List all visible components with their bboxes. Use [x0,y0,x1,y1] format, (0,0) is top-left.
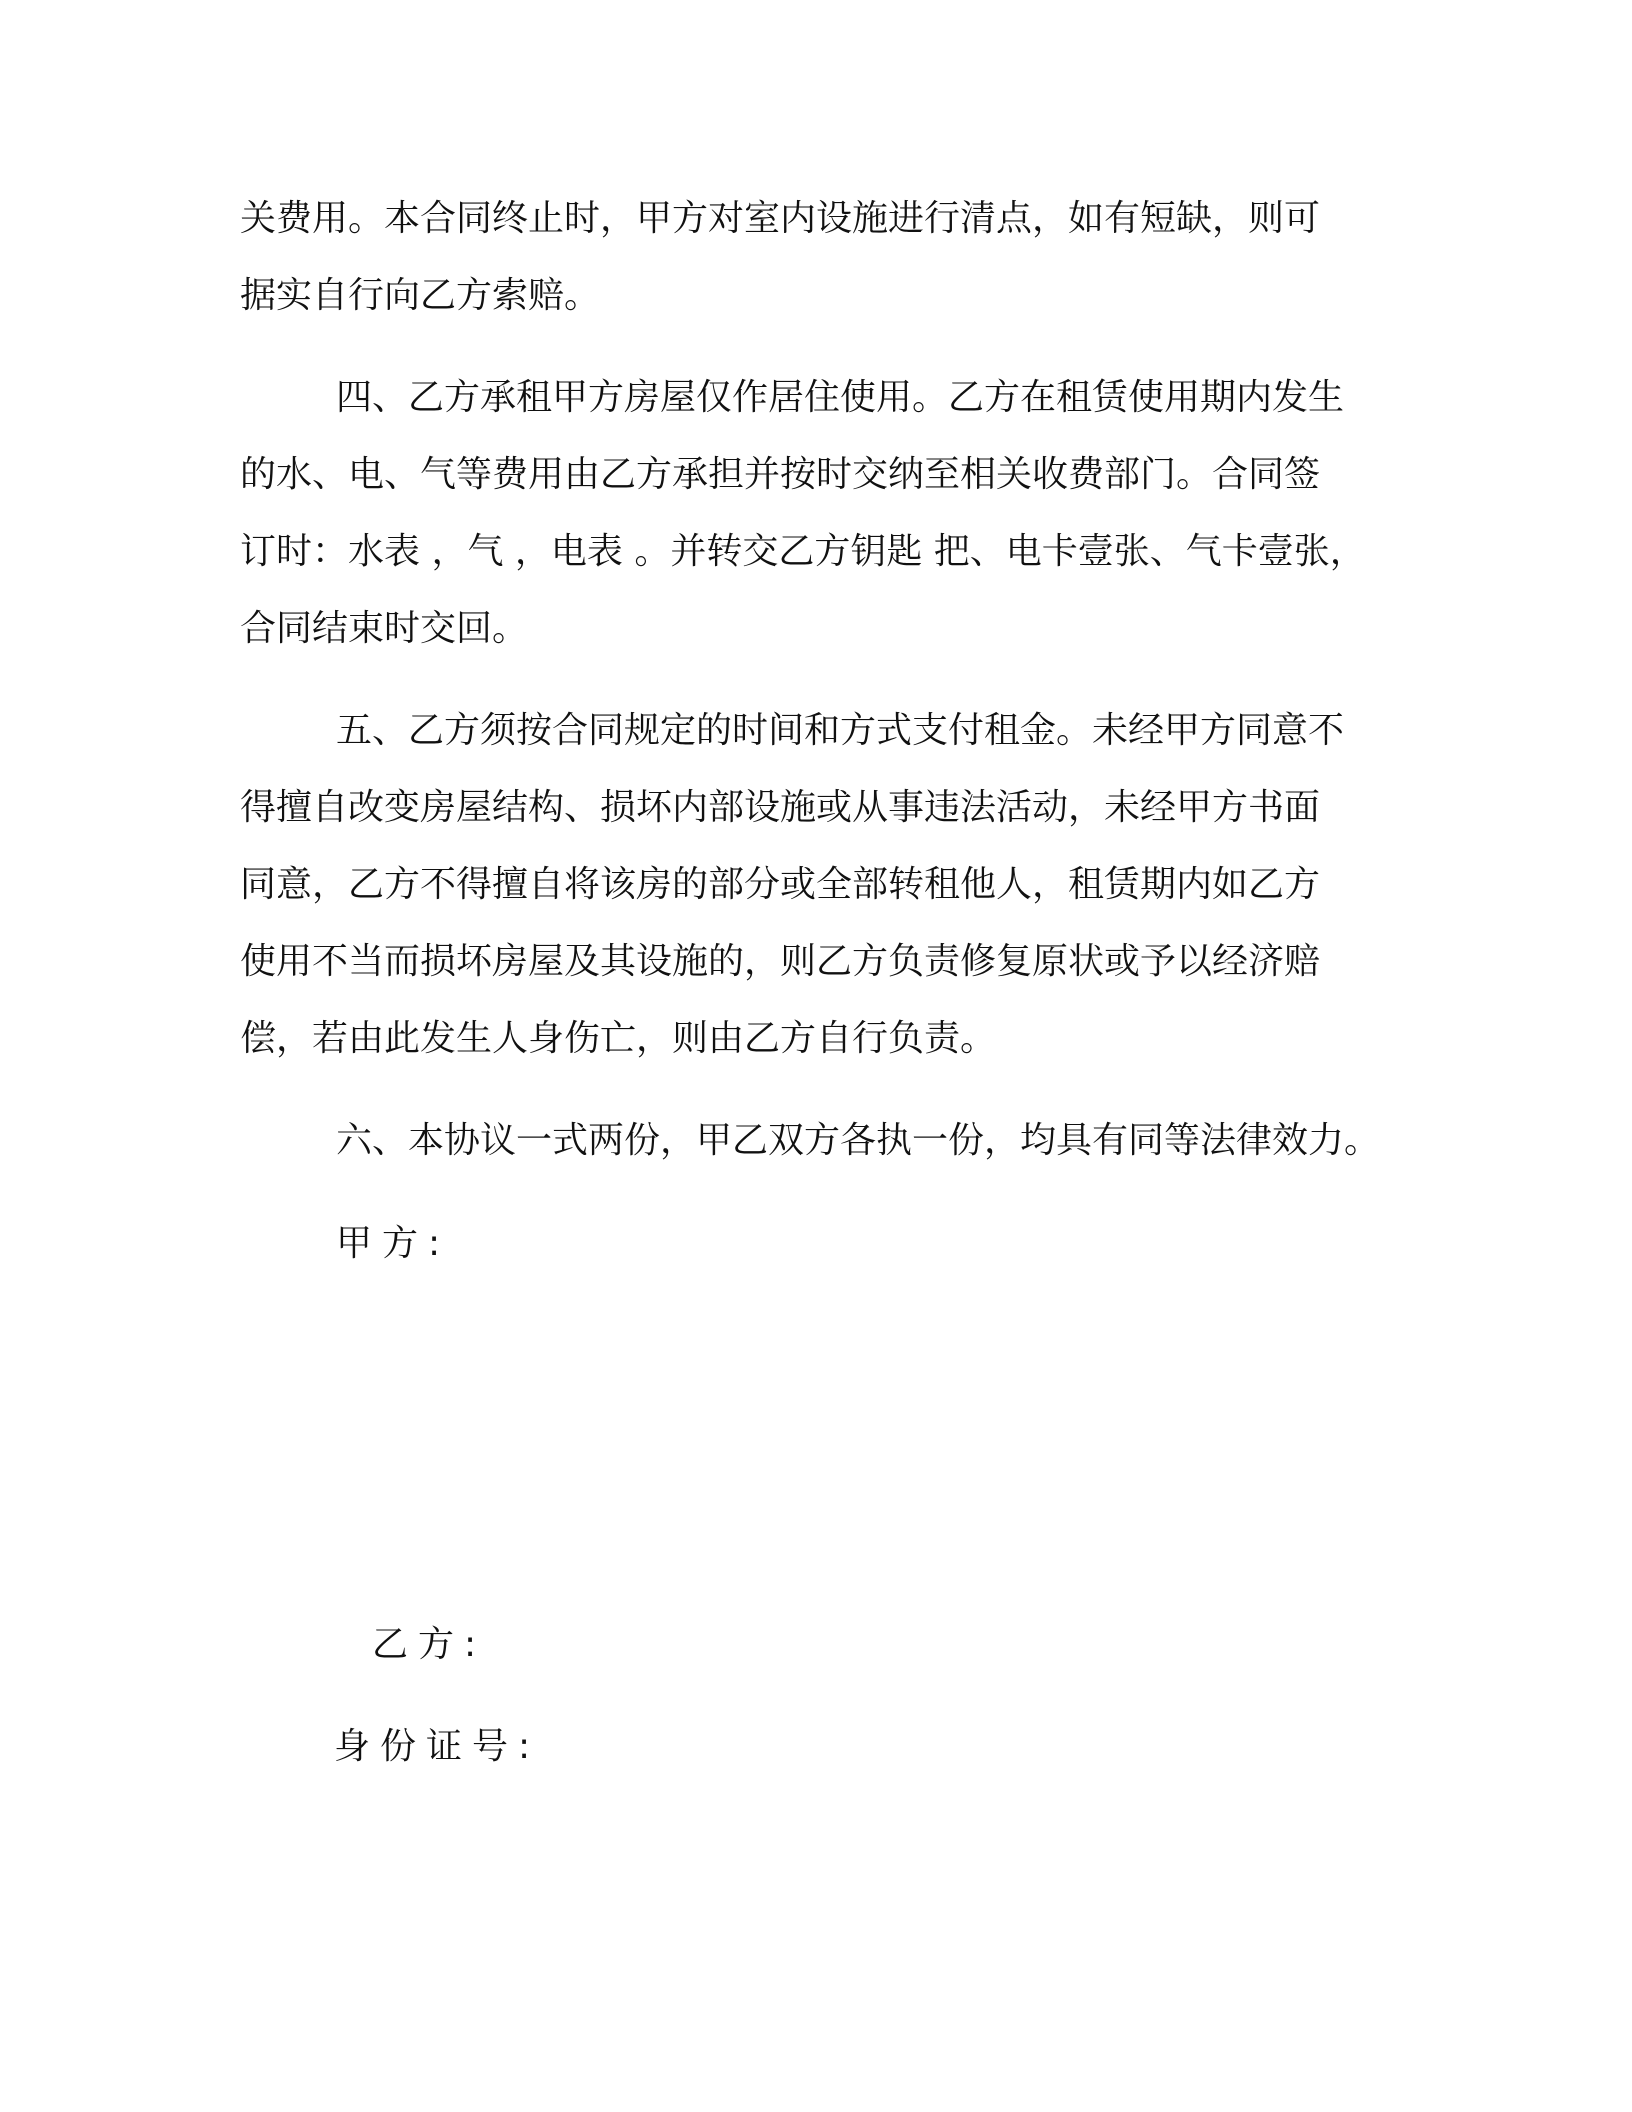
clause-6-line-1: 六、本协议一式两份，甲乙双方各执一份，均具有同等法律效力。 [336,1120,1381,1161]
party-a-label: 甲方: [336,1223,451,1264]
clause-3-line-1: 关费用。本合同终止时，甲方对室内设施进行清点，如有短缺，则可 [240,198,1321,239]
clause-4-line-3: 订时：水表 ，气 ，电表 。并转交乙方钥匙 把、电卡壹张、气卡壹张， [240,531,1366,572]
clause-4-line-1: 四、乙方承租甲方房屋仅作居住使用。乙方在租赁使用期内发生 [336,377,1345,418]
id-number-label: 身份证号: [334,1726,541,1767]
clause-5-line-2: 得擅自改变房屋结构、损坏内部设施或从事违法活动，未经甲方书面 [240,787,1321,828]
clause-5-line-4: 使用不当而损坏房屋及其设施的，则乙方负责修复原状或予以经济赔 [240,941,1321,982]
clause-5-line-5: 偿，若由此发生人身伤亡，则由乙方自行负责。 [240,1018,997,1059]
party-b-label: 乙方: [372,1624,487,1665]
clause-4-line-2: 的水、电、气等费用由乙方承担并按时交纳至相关收费部门。合同签 [240,454,1321,495]
clause-5-line-3: 同意，乙方不得擅自将该房的部分或全部转租他人，租赁期内如乙方 [240,864,1321,905]
clause-4-line-4: 合同结束时交回。 [240,608,529,649]
clause-3-line-2: 据实自行向乙方索赔。 [240,275,601,316]
clause-5-line-1: 五、乙方须按合同规定的时间和方式支付租金。未经甲方同意不 [336,710,1345,751]
